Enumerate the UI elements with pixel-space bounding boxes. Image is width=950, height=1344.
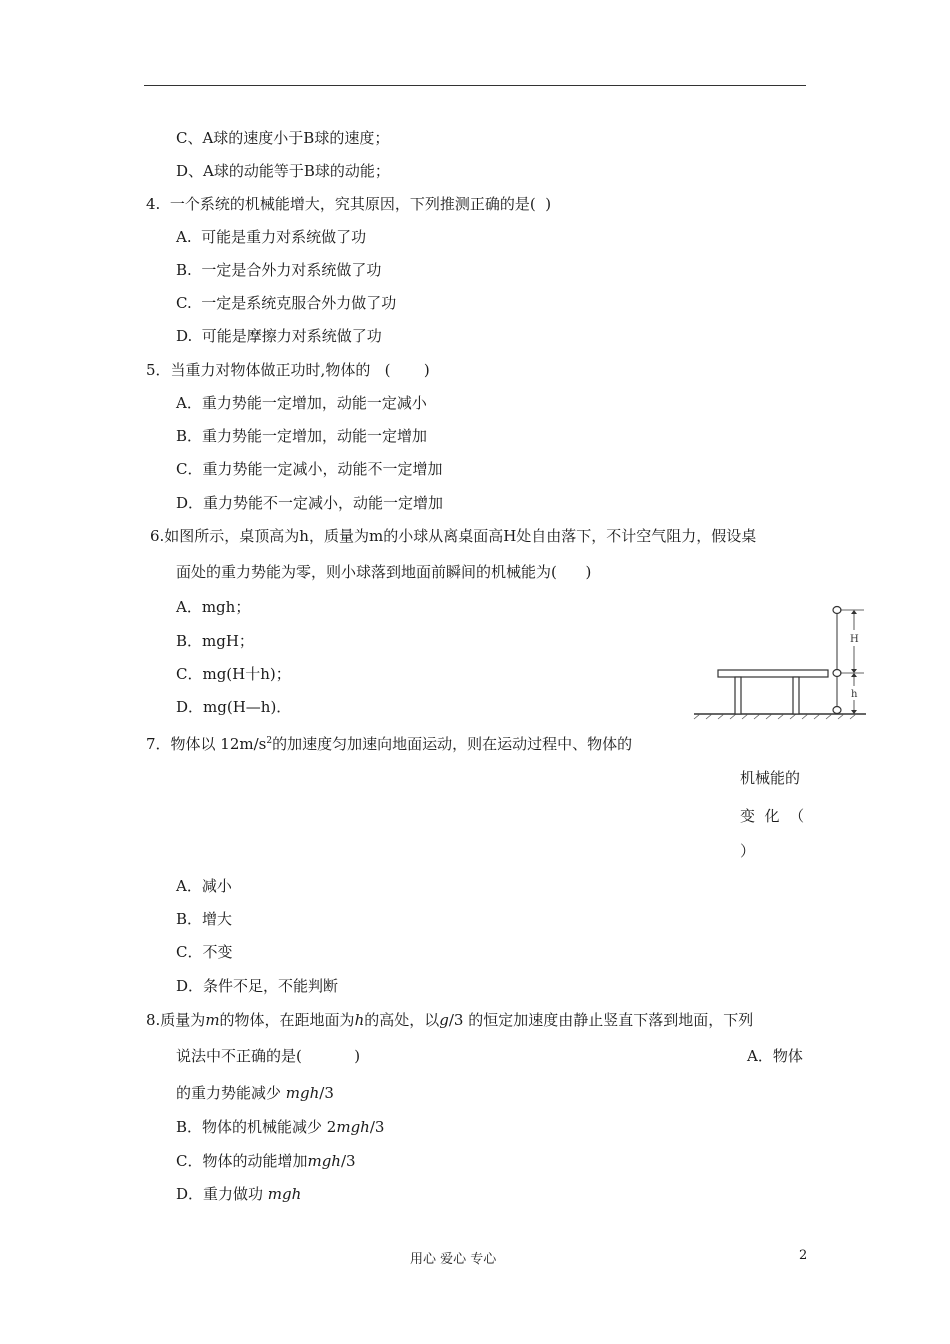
q7-wrap-1: 机械能的: [740, 769, 801, 787]
question-5: 5．当重力对物体做正功时,物体的 ( ): [146, 361, 430, 379]
q7-wrap-2: 变 化 （: [740, 807, 805, 825]
question-6-line-2: 面处的重力势能为零，则小球落到地面前瞬间的机械能为( ): [176, 563, 592, 581]
table-top: [718, 670, 828, 677]
footer-motto: 用心 爱心 专心: [410, 1252, 497, 1267]
q8-option-a-cont: 的重力势能减少 mgh/3: [176, 1084, 334, 1102]
q8-option-a-start: A．物体: [747, 1047, 803, 1065]
q6-option-a: A．mgh；: [176, 598, 251, 616]
q6-option-c: C．mg(H十h)；: [176, 665, 291, 683]
q7-option-b: B．增大: [176, 910, 233, 928]
ball-bottom: [833, 707, 841, 714]
q6-option-d: D．mg(H—h)．: [176, 698, 292, 716]
q7-option-d: D．条件不足，不能判断: [176, 977, 339, 995]
q5-option-a: A．重力势能一定增加，动能一定减小: [176, 394, 427, 412]
option-d-q3: D、A球的动能等于B球的动能；: [176, 162, 390, 180]
q5-option-b: B．重力势能一定增加，动能一定增加: [176, 427, 428, 445]
question-4: 4. 一个系统的机械能增大，究其原因，下列推测正确的是( ): [146, 195, 552, 213]
ball-top: [833, 607, 841, 614]
q7-option-a: A．减小: [176, 877, 232, 895]
q5-option-c: C．重力势能一定减小，动能不一定增加: [176, 460, 443, 478]
q4-option-b: B. 一定是合外力对系统做了功: [176, 261, 382, 279]
table-ball-figure: [692, 600, 872, 720]
q5-option-d: D．重力势能不一定减小，动能一定增加: [176, 494, 444, 512]
question-8-line-1: 8.质量为m的物体，在距地面为h的高处，以g/3 的恒定加速度由静止竖直下落到地面，下列: [146, 1011, 754, 1029]
q7-wrap-3: ）: [740, 842, 756, 860]
header-rule: [144, 85, 806, 86]
q6-option-b: B．mgH；: [176, 632, 254, 650]
ball-middle: [833, 670, 841, 677]
label-h: h: [851, 689, 858, 700]
question-7: 7．物体以 $12m/s^2$的加速度匀加速向地面运动，则在运动过程中、物体的: [146, 735, 633, 753]
question-6-line-1: 6.如图所示，桌顶高为h，质量为m的小球从离桌面高H处自由落下，不计空气阻力，假设桌: [150, 527, 757, 545]
q8-option-b: B．物体的机械能减少 2mgh/3: [176, 1118, 385, 1136]
question-8-line-2: 说法中不正确的是( ): [176, 1047, 361, 1065]
q7-option-c: C．不变: [176, 943, 233, 961]
q4-option-d: D. 可能是摩擦力对系统做了功: [176, 327, 382, 345]
option-c-q3: C、A球的速度小于B球的速度；: [176, 129, 390, 147]
q4-option-a: A. 可能是重力对系统做了功: [176, 228, 367, 246]
q8-option-d: D．重力做功 mgh: [176, 1185, 302, 1203]
q4-option-c: C. 一定是系统克服合外力做了功: [176, 294, 397, 312]
q8-option-c: C．物体的动能增加mgh/3: [176, 1152, 356, 1170]
label-H: H: [850, 634, 859, 645]
page-number: 2: [799, 1248, 808, 1263]
